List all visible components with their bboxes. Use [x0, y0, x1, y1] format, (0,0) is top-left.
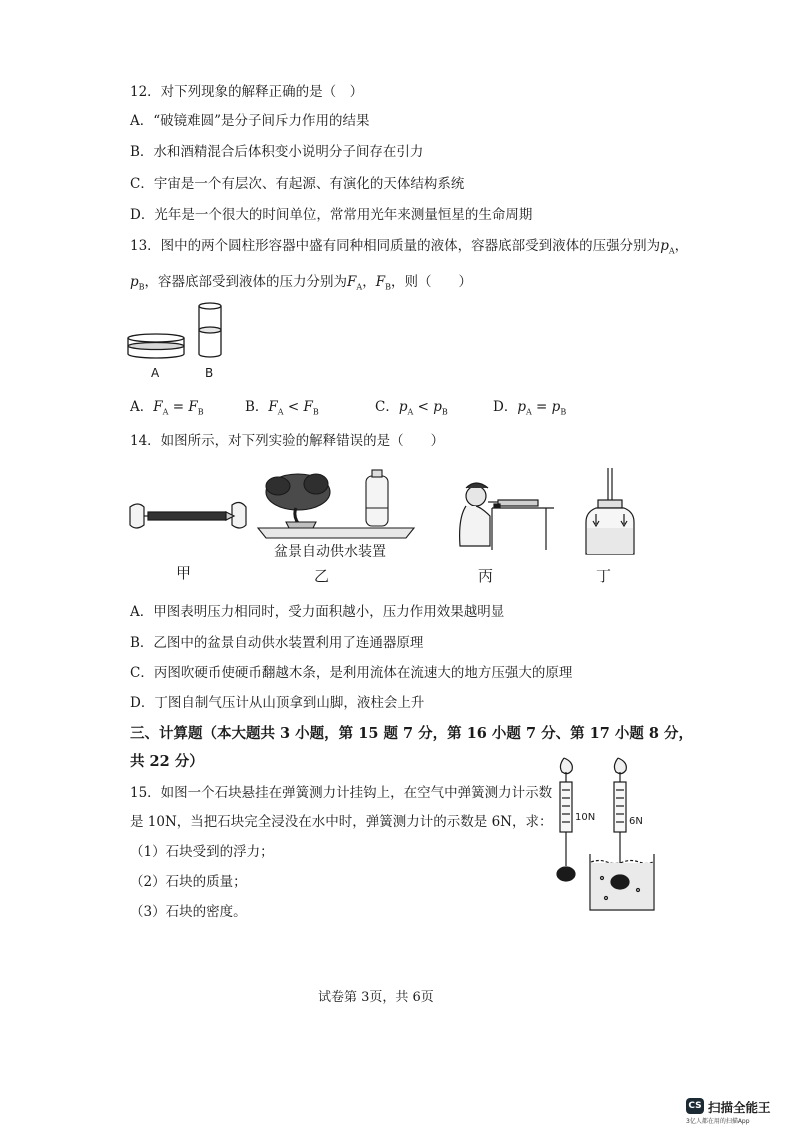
q13-label-b: B [205, 366, 214, 380]
page-number-footer: 试卷第 3页，共 6页 [318, 990, 434, 1005]
q13-stem-line2 [130, 270, 472, 292]
q13-opt-d-op: = [531, 399, 552, 415]
q14-option-a: A．甲图表明压力相同时，受力面积越小，压力作用效果越明显 [130, 604, 505, 620]
q13-option-c [375, 395, 448, 417]
q12-option-b: B．水和酒精混合后体积变小说明分子间存在引力 [130, 144, 424, 160]
q13-line2-subscript: B [138, 282, 145, 292]
q13-line2-sep: ， [362, 274, 376, 290]
q13-opt-c-lhs: p [398, 399, 408, 415]
q15-part-1: （1）石块受到的浮力； [130, 844, 274, 860]
q14-fig-yi-bonsai-icon [256, 466, 416, 542]
q14-stem: 14．如图所示，对下列实验的解释错误的是（ ） [130, 433, 445, 449]
q12-stem: 12．对下列现象的解释正确的是（ ） [130, 84, 364, 100]
q14-option-c: C．丙图吹硬币使硬币翻越木条，是利用流体在流速大的地方压强大的原理 [130, 665, 573, 681]
camscanner-logo-icon: CS [686, 1098, 704, 1114]
q13-line2-f2-sub: B [385, 282, 391, 292]
q13-line1-subscript: A [668, 246, 675, 256]
section3-title-line1: 三、计算题（本大题共 3 小题，第 15 题 7 分，第 16 小题 7 分、第 17 小题 8 分， [130, 725, 694, 742]
q15-spring-scale-figure [546, 758, 656, 914]
q13-opt-a-lhs-sub: A [162, 407, 169, 417]
q14-option-d: D．丁图自制气压计从山顶拿到山脚，液柱会上升 [130, 695, 425, 711]
q13-opt-d-letter: D． [493, 399, 518, 415]
q13-opt-c-letter: C． [375, 399, 399, 415]
q14-device-caption: 盆景自动供水装置 [274, 544, 386, 560]
q15-stem-line2: 是 10N，当把石块完全浸没在水中时，弹簧测力计的示数是 6N，求： [130, 814, 553, 830]
q13-line2-symbol: p [130, 274, 139, 290]
q13-line2-mid: ，容器底部受到液体的压力分别为 [144, 274, 348, 290]
q13-stem-line1 [130, 234, 688, 256]
q12-option-c: C．宇宙是一个有层次、有起源、有演化的天体结构系统 [130, 176, 465, 192]
section3-title-line2: 共 22 分） [130, 753, 204, 770]
q13-opt-a-op: = [168, 399, 189, 415]
q13-opt-a-lhs: F [153, 399, 163, 415]
q13-option-d [493, 395, 566, 417]
q13-label-a: A [151, 366, 160, 380]
q12-option-a: A．“破镜难圆”是分子间斥力作用的结果 [130, 113, 370, 129]
q15-label-10n: 10N [575, 812, 596, 823]
q13-opt-d-lhs: p [517, 399, 526, 415]
watermark-tagline: 3亿人都在用的扫描App [686, 1118, 750, 1125]
scale-in-air-icon [557, 758, 575, 881]
q13-opt-a-rhs: F [188, 399, 198, 415]
q13-opt-a-rhs-sub: B [197, 407, 204, 417]
q13-opt-d-lhs-sub: A [525, 407, 532, 417]
q13-option-b [245, 395, 319, 417]
q13-line2-end: ，则（ ） [390, 274, 472, 290]
q13-opt-b-letter: B． [245, 399, 269, 415]
q13-opt-c-rhs: p [433, 399, 442, 415]
container-b-icon [199, 303, 221, 357]
q15-part-2: （2）石块的质量； [130, 874, 247, 890]
q14-fig-bing-blowing-icon [436, 476, 554, 552]
q14-label-yi: 乙 [314, 567, 330, 585]
q13-line2-f1: F [347, 274, 357, 290]
q14-fig-ding-barometer-icon [584, 466, 636, 560]
watermark-app-name: 扫描全能王 [708, 1100, 771, 1115]
q13-option-a [130, 395, 204, 417]
q13-line1-end: ， [674, 238, 689, 254]
q13-opt-c-rhs-sub: B [441, 407, 448, 417]
q13-opt-b-lhs: F [268, 399, 278, 415]
q13-opt-b-lhs-sub: A [277, 407, 284, 417]
q14-fig-jia-pencil-icon [128, 495, 246, 537]
q15-stem-line1: 15．如图一个石块悬挂在弹簧测力计挂钩上，在空气中弹簧测力计示数 [130, 785, 553, 801]
q13-opt-d-rhs-sub: B [560, 407, 567, 417]
q13-opt-b-rhs: F [303, 399, 313, 415]
container-a-icon [128, 334, 184, 358]
q13-opt-b-rhs-sub: B [312, 407, 319, 417]
q13-opt-b-op: < [283, 399, 304, 415]
q13-opt-a-letter: A． [130, 399, 154, 415]
q15-part-3: （3）石块的密度。 [130, 904, 247, 920]
q14-label-jia: 甲 [176, 564, 192, 582]
q13-opt-c-lhs-sub: A [407, 407, 414, 417]
q14-label-ding: 丁 [596, 567, 612, 585]
q13-opt-c-op: < [413, 399, 434, 415]
q12-option-d: D．光年是一个很大的时间单位，常常用光年来测量恒星的生命周期 [130, 207, 533, 223]
q13-line1-symbol: p [660, 238, 669, 254]
q13-line2-f2: F [375, 274, 386, 290]
q14-option-b: B．乙图中的盆景自动供水装置利用了连通器原理 [130, 635, 424, 651]
q13-line1-text: 13．图中的两个圆柱形容器中盛有同种相同质量的液体，容器底部受到液体的压强分别为 [130, 238, 661, 254]
q13-containers-figure [126, 300, 236, 362]
q14-label-bing: 丙 [478, 567, 494, 585]
q13-opt-d-rhs: p [551, 399, 561, 415]
q15-label-6n: 6N [629, 816, 643, 827]
q13-line2-f1-sub: A [356, 282, 363, 292]
scale-in-water-icon [590, 758, 654, 910]
